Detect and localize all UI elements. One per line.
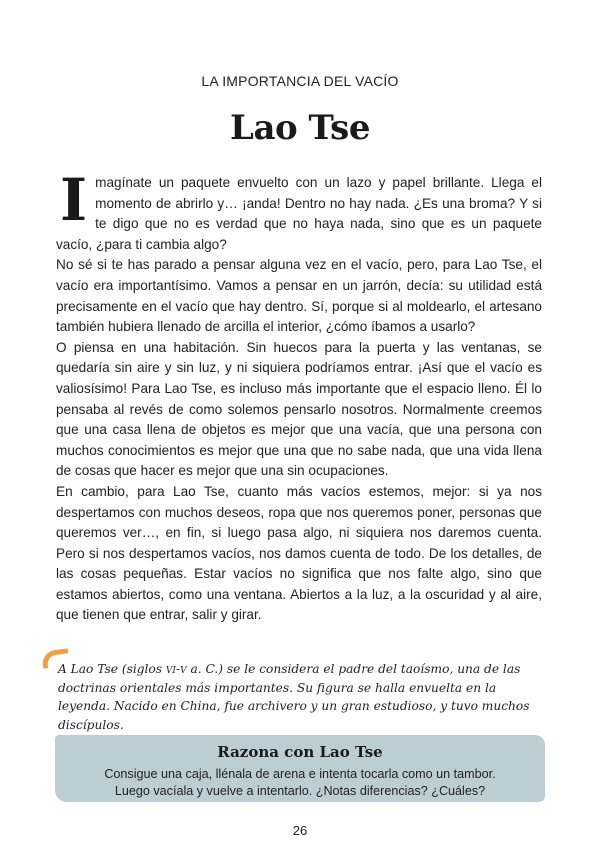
- activity-title: Razona con Lao Tse: [217, 743, 383, 761]
- paragraph-4: En cambio, para Lao Tse, cuanto más vacíos estemos, mejor: si ya nos despertamos con muchos deseos, ropa que nos queremos poner, personas que queremos ver…, en fin, si luego pasa algo, ni siquiera nos daremos cuenta. Pero si nos despertamos vacíos, nos damos cuenta de todo. De los detalles, de las cosas pequeñas. Estar vacíos no significa que nos falte algo, sino que estamos abiertos, como una ventana. Abiertos a la luz, a la oscuridad y al aire, que tienen que entrar, salir y girar.: [56, 483, 542, 623]
- activity-line-1: Consigue una caja, llénala de arena e intenta tocarla como un tambor.: [104, 767, 496, 781]
- note-text: [58, 660, 542, 734]
- page-number: 26: [292, 823, 308, 838]
- paragraph-1: [56, 166, 542, 255]
- page-title: Lao Tse: [230, 108, 370, 148]
- paragraph-3: O piensa en una habitación. Sin huecos para la puerta y las ventanas, se quedaría sin aire y sin luz, y ni siquiera podríamos entrar. ¡Así que el vacío es valiosísimo! Para Lao Tse, es incluso más importante que el espacio lleno. Él lo pensaba al revés de como solemos pensarlo nosotros. Normalmente creemos que una casa llena de objetos es mejor que una vacía, que una persona con muchos conocimientos es mejor que una que no sabe nada, que una vida llena de cosas que hacer es mejor que una sin ocupaciones.: [56, 339, 542, 479]
- note-part-1: A Lao Tse (siglos: [58, 662, 166, 676]
- section-supertitle: LA IMPORTANCIA DEL VACÍO: [201, 73, 399, 89]
- activity-box: [55, 735, 545, 802]
- paragraph-1-text: magínate un paquete envuelto con un lazo y papel brillante. Llega el momento de abrirlo y… ¡anda! Dentro no hay nada. ¿Es una broma? Y si te digo que no es verdad que no haya nada, sino que es un paquete vacío, ¿para ti cambia algo?: [56, 175, 542, 252]
- drop-cap: I: [60, 166, 88, 234]
- activity-text: [55, 766, 545, 799]
- main-text: [56, 166, 542, 626]
- note-centuries: vi-v: [165, 662, 187, 676]
- activity-line-2: Luego vacíala y vuelve a intentarlo. ¿Notas diferencias? ¿Cuáles?: [114, 783, 486, 798]
- note-part-2: a. C.) se le considera el padre del taoísmo, una de las doctrinas orientales más importantes. Su figura se halla envuelta en la leyenda. Nacido en China, fue archivero y un gran estudioso, y tuvo muchos discípulos.: [58, 662, 530, 732]
- paragraph-2: No sé si te has parado a pensar alguna vez en el vacío, pero, para Lao Tse, el vacío era importantísimo. Vamos a pensar en un jarrón, decía: su utilidad está precisamente en el vacío que hay dentro. Sí, porque si al moldearlo, el artesano también hubiera llenado de arcilla el interior, ¿cómo íbamos a usarlo?: [56, 257, 542, 335]
